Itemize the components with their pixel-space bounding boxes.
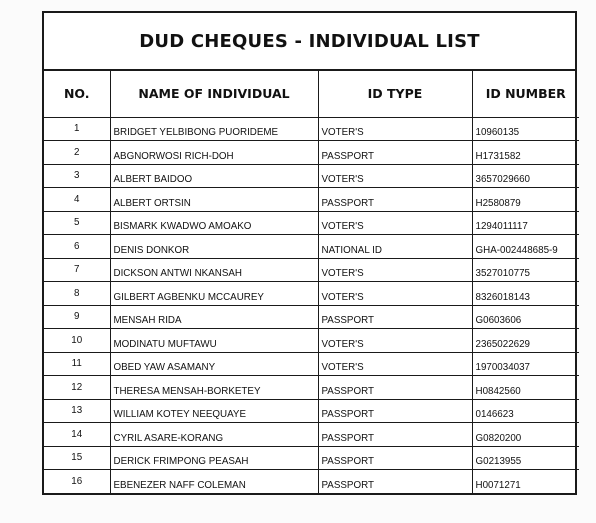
id-number: H2580879 xyxy=(472,188,579,212)
id-type: VOTER'S xyxy=(318,117,472,141)
id-type: VOTER'S xyxy=(318,258,472,282)
table-row xyxy=(44,188,579,212)
individual-name: EBENEZER NAFF COLEMAN xyxy=(110,470,318,494)
id-number: G0603606 xyxy=(472,305,579,329)
row-number: 11 xyxy=(44,352,110,376)
table-row xyxy=(44,352,579,376)
individual-name: OBED YAW ASAMANY xyxy=(110,352,318,376)
row-number: 5 xyxy=(44,211,110,235)
row-number: 4 xyxy=(44,188,110,212)
id-type: PASSPORT xyxy=(318,423,472,447)
table-row xyxy=(44,446,579,470)
id-type: NATIONAL ID xyxy=(318,235,472,259)
individual-name: DERICK FRIMPONG PEASAH xyxy=(110,446,318,470)
id-type: PASSPORT xyxy=(318,446,472,470)
table-row xyxy=(44,258,579,282)
row-number: 15 xyxy=(44,446,110,470)
id-type: VOTER'S xyxy=(318,329,472,353)
id-type: VOTER'S xyxy=(318,164,472,188)
individual-name: ALBERT BAIDOO xyxy=(110,164,318,188)
row-number: 10 xyxy=(44,329,110,353)
id-type: VOTER'S xyxy=(318,211,472,235)
individual-name: DENIS DONKOR xyxy=(110,235,318,259)
individual-name: GILBERT AGBENKU MCCAUREY xyxy=(110,282,318,306)
row-number: 13 xyxy=(44,399,110,423)
id-type: PASSPORT xyxy=(318,141,472,165)
document-title: DUD CHEQUES - INDIVIDUAL LIST xyxy=(139,30,480,52)
individual-name: BISMARK KWADWO AMOAKO xyxy=(110,211,318,235)
header-no: NO. xyxy=(44,71,110,117)
title-bar xyxy=(44,13,575,71)
id-number: H0842560 xyxy=(472,376,579,400)
individual-name: DICKSON ANTWI NKANSAH xyxy=(110,258,318,282)
id-type: PASSPORT xyxy=(318,399,472,423)
table-row xyxy=(44,423,579,447)
row-number: 12 xyxy=(44,376,110,400)
id-type: PASSPORT xyxy=(318,305,472,329)
individual-name: CYRIL ASARE-KORANG xyxy=(110,423,318,447)
id-number: G0820200 xyxy=(472,423,579,447)
id-type: PASSPORT xyxy=(318,188,472,212)
table-body xyxy=(44,117,579,493)
id-type: PASSPORT xyxy=(318,470,472,494)
individual-name: BRIDGET YELBIBONG PUORIDEME xyxy=(110,117,318,141)
id-number: 10960135 xyxy=(472,117,579,141)
table-row xyxy=(44,164,579,188)
header-name: NAME OF INDIVIDUAL xyxy=(110,71,318,117)
id-type: VOTER'S xyxy=(318,352,472,376)
table-row xyxy=(44,282,579,306)
row-number: 7 xyxy=(44,258,110,282)
row-number: 8 xyxy=(44,282,110,306)
individual-name: MENSAH RIDA xyxy=(110,305,318,329)
id-number: 2365022629 xyxy=(472,329,579,353)
id-number: 8326018143 xyxy=(472,282,579,306)
table-row xyxy=(44,399,579,423)
table-header-row xyxy=(44,71,579,117)
id-number: GHA-002448685-9 xyxy=(472,235,579,259)
table-row xyxy=(44,235,579,259)
id-number: 1294011117 xyxy=(472,211,579,235)
header-id-type: ID TYPE xyxy=(318,71,472,117)
individual-name: WILLIAM KOTEY NEEQUAYE xyxy=(110,399,318,423)
individual-name: ALBERT ORTSIN xyxy=(110,188,318,212)
table-row xyxy=(44,211,579,235)
row-number: 16 xyxy=(44,470,110,494)
id-number: G0213955 xyxy=(472,446,579,470)
individual-name: MODINATU MUFTAWU xyxy=(110,329,318,353)
id-number: 1970034037 xyxy=(472,352,579,376)
table-row xyxy=(44,117,579,141)
dud-cheques-document xyxy=(42,11,577,495)
row-number: 3 xyxy=(44,164,110,188)
table-row xyxy=(44,376,579,400)
id-number: 3657029660 xyxy=(472,164,579,188)
row-number: 9 xyxy=(44,305,110,329)
individual-name: ABGNORWOSI RICH-DOH xyxy=(110,141,318,165)
header-id-number: ID NUMBER xyxy=(472,71,579,117)
table-row xyxy=(44,329,579,353)
id-number: H1731582 xyxy=(472,141,579,165)
row-number: 14 xyxy=(44,423,110,447)
row-number: 2 xyxy=(44,141,110,165)
row-number: 6 xyxy=(44,235,110,259)
row-number: 1 xyxy=(44,117,110,141)
table-row xyxy=(44,305,579,329)
individual-name: THERESA MENSAH-BORKETEY xyxy=(110,376,318,400)
individual-list-table xyxy=(44,71,579,493)
id-number: 3527010775 xyxy=(472,258,579,282)
id-number: H0071271 xyxy=(472,470,579,494)
id-number: 0146623 xyxy=(472,399,579,423)
table-row xyxy=(44,141,579,165)
id-type: VOTER'S xyxy=(318,282,472,306)
id-type: PASSPORT xyxy=(318,376,472,400)
table-row xyxy=(44,470,579,494)
